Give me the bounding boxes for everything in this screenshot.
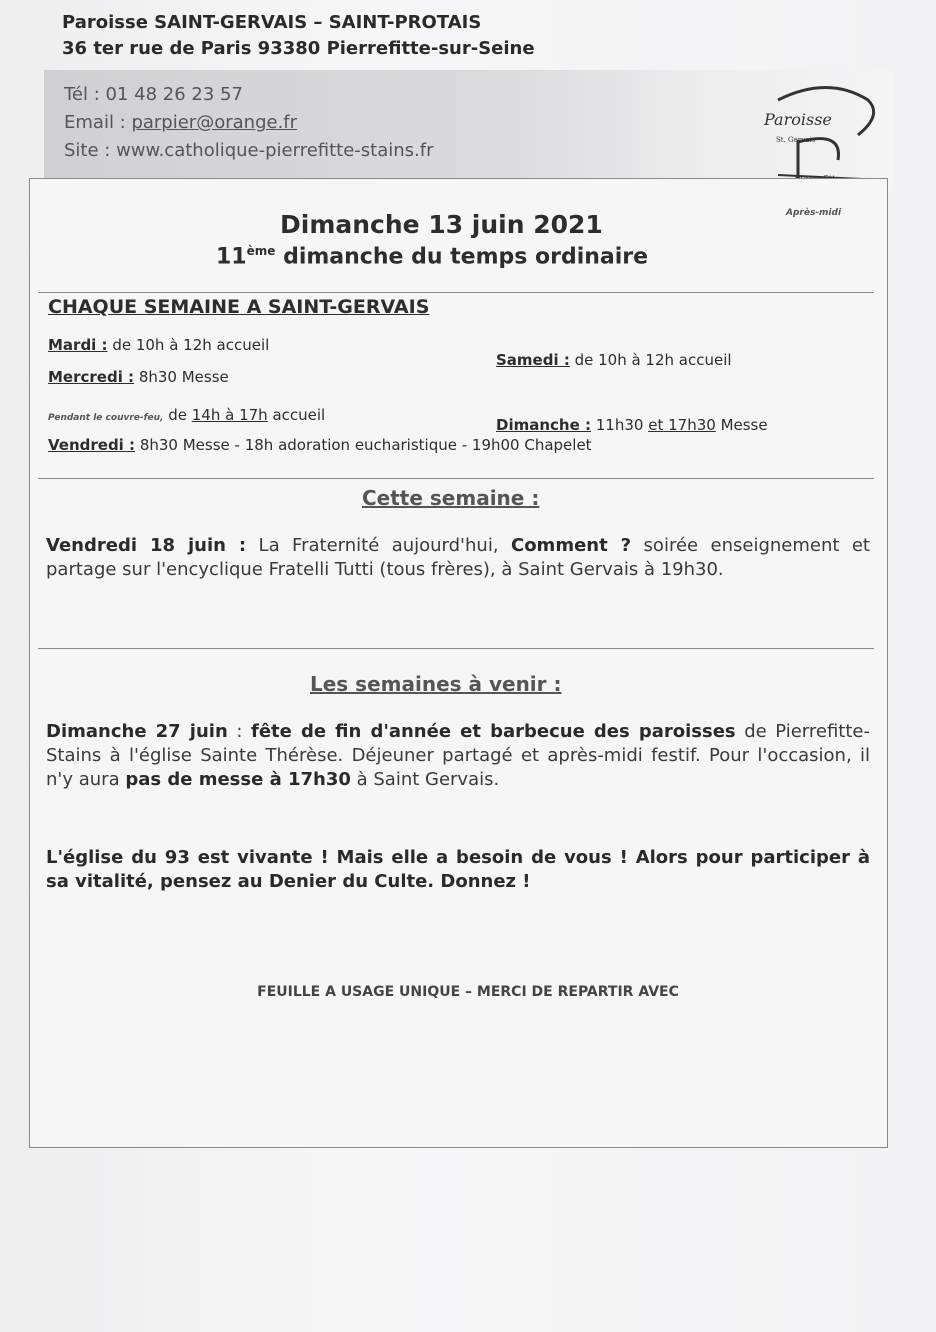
coming-highlight-1: fête de fin d'année et barbecue des paroisses bbox=[251, 721, 736, 742]
parish-phone: Tél : 01 48 26 23 57 bbox=[64, 84, 243, 105]
schedule-mardi bbox=[48, 336, 269, 354]
weekly-heading: CHAQUE SEMAINE A SAINT-GERVAIS bbox=[48, 296, 430, 318]
content-frame bbox=[29, 178, 888, 1148]
coming-event bbox=[46, 720, 870, 792]
divider bbox=[38, 478, 874, 479]
parish-address: 36 ter rue de Paris 93380 Pierrefitte-sur-Seine bbox=[62, 38, 535, 59]
day-text: 8h30 Messe bbox=[134, 368, 229, 386]
email-link[interactable]: parpier@orange.fr bbox=[131, 112, 298, 133]
this-week-heading: Cette semaine : bbox=[362, 486, 540, 510]
day-text: de 10h à 12h accueil bbox=[569, 351, 732, 369]
coming-text-2: de Pierrefitte-Stains à l'église Sainte Thérèse. Déjeuner partagé et après-midi festif. Pour l'occasion, il n'y aura bbox=[46, 721, 870, 790]
event-date: Vendredi 18 juin : bbox=[46, 535, 247, 556]
coming-text-1: : bbox=[227, 721, 251, 742]
day-label: Vendredi : bbox=[48, 436, 136, 454]
corner-note: Après-midi bbox=[786, 208, 842, 218]
schedule-mercredi bbox=[48, 368, 229, 386]
curfew-text: accueil bbox=[267, 406, 326, 424]
schedule-samedi bbox=[496, 351, 732, 369]
curfew-de: de bbox=[163, 406, 192, 424]
footer-note: FEUILLE A USAGE UNIQUE – MERCI DE REPARTIR AVEC bbox=[257, 984, 679, 1000]
curfew-note: Pendant le couvre-feu, bbox=[48, 413, 164, 423]
logo-text-2: St. Gervais bbox=[776, 136, 816, 144]
day-time-1: 11h30 bbox=[591, 416, 649, 434]
day-time-2: 17h30 bbox=[663, 416, 716, 434]
day-label: Dimanche : bbox=[496, 416, 591, 434]
parish-logo-icon bbox=[758, 80, 890, 188]
denier-appeal: L'église du 93 est vivante ! Mais elle a besoin de vous ! Alors pour participer à sa vitalité, pensez au Denier du Culte. Donnez ! bbox=[46, 847, 870, 892]
this-week-event bbox=[46, 534, 870, 582]
liturgical-sunday bbox=[216, 244, 648, 269]
bulletin-date: Dimanche 13 juin 2021 bbox=[280, 210, 603, 239]
coming-date: Dimanche 27 juin bbox=[46, 721, 228, 742]
email-label: Email : bbox=[64, 112, 132, 133]
day-label: Mardi : bbox=[48, 336, 108, 354]
day-text: Messe bbox=[715, 416, 768, 434]
curfew-hours: 14h à 17h bbox=[191, 406, 268, 424]
parish-email bbox=[64, 112, 297, 133]
schedule-dimanche bbox=[496, 416, 768, 434]
divider bbox=[38, 648, 874, 649]
day-text: 8h30 Messe - 18h adoration eucharistique - 19h00 Chapelet bbox=[135, 436, 592, 454]
event-text-2: soirée enseignement et partage sur l'encyclique Fratelli Tutti (tous frères), à Saint Gervais à 19h30. bbox=[46, 535, 870, 580]
day-label: Samedi : bbox=[496, 351, 570, 369]
event-text-1: La Fraternité aujourd'hui, bbox=[246, 535, 511, 556]
subtitle-text: dimanche du temps ordinaire bbox=[275, 244, 649, 270]
event-highlight: Comment ? bbox=[510, 535, 632, 556]
ordinal-number: 11 bbox=[216, 244, 247, 270]
coming-text-3: à Saint Gervais. bbox=[350, 769, 500, 790]
parish-name: Paroisse SAINT-GERVAIS – SAINT-PROTAIS bbox=[62, 12, 482, 33]
schedule-couvre-feu bbox=[48, 406, 325, 424]
day-et: et bbox=[648, 416, 664, 434]
parish-website: Site : www.catholique-pierrefitte-stains.fr bbox=[64, 140, 434, 161]
schedule-vendredi bbox=[48, 436, 592, 454]
ordinal-suffix: ème bbox=[246, 244, 276, 258]
coming-highlight-2: pas de messe à 17h30 bbox=[125, 769, 351, 790]
divider bbox=[38, 292, 874, 293]
day-label: Mercredi : bbox=[48, 368, 135, 386]
coming-heading: Les semaines à venir : bbox=[310, 672, 562, 696]
logo-text-1: Paroisse bbox=[764, 110, 832, 129]
day-text: de 10h à 12h accueil bbox=[107, 336, 270, 354]
